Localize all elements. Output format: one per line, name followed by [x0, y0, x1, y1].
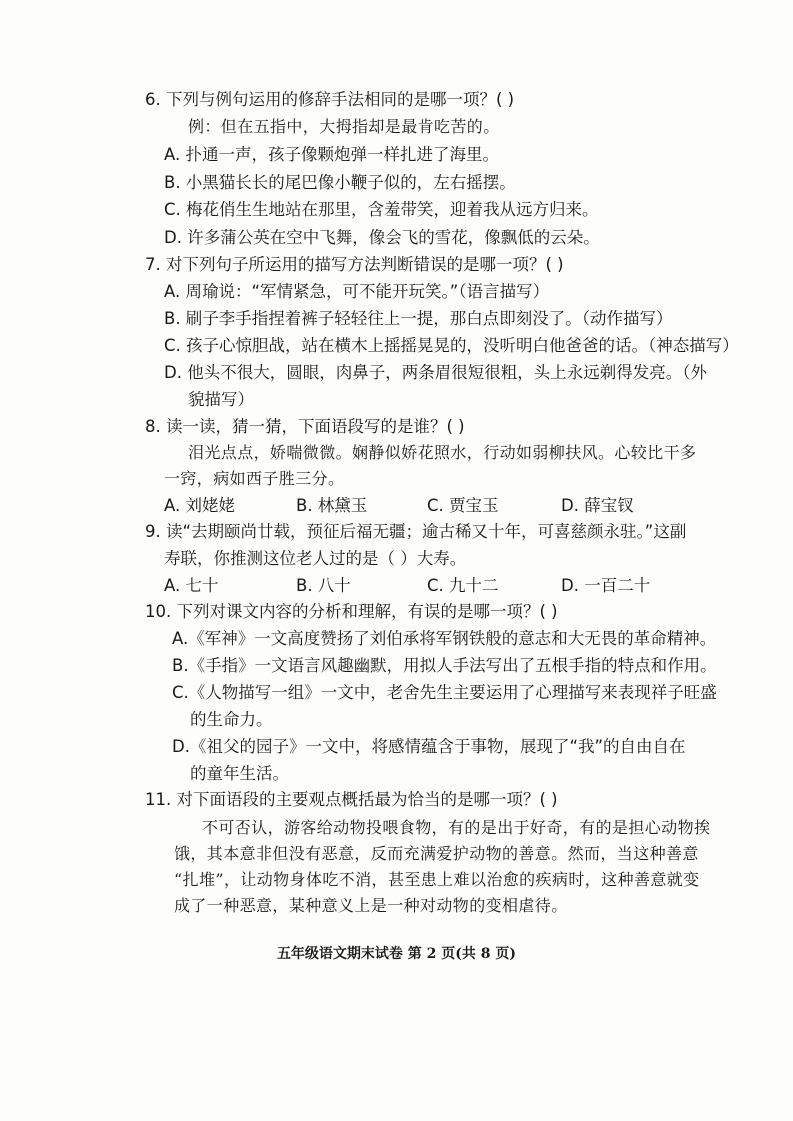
q10-option-d-cont: 的童年生活。: [190, 764, 289, 783]
q6-stem: 6. 下列与例句运用的修辞手法相同的是哪一项？( ): [145, 90, 515, 109]
q9-stem-cont: 寿联，你推测这位老人过的是（ ）大寿。: [164, 549, 467, 568]
q11-passage-line-4: 成了一种恶意，某种意义上是一种对动物的变相虐待。: [174, 896, 568, 915]
q7-option-d: D. 他头不很大，圆眼，肉鼻子，两条眉很短很粗，头上永远剃得发亮。（外: [164, 363, 707, 382]
q6-option-d: D. 许多蒲公英在空中飞舞，像会飞的雪花，像飘低的云朵。: [164, 228, 600, 247]
q6-option-c: C. 梅花俏生生地站在那里，含羞带笑，迎着我从远方归来。: [164, 200, 599, 219]
q8-passage-line-2: 一窍，病如西子胜三分。: [164, 469, 345, 488]
q9-option-a: A. 七十: [164, 576, 219, 595]
q9-stem: 9. 读“去期颐尚廿载，预征后福无疆；逾古稀又十年，可喜慈颜永驻。”这副: [145, 522, 687, 541]
q10-option-d: D.《祖父的园子》一文中，将感情蕴含于事物，展现了“我”的自由自在: [172, 737, 686, 756]
page-footer: 五年级语文期末试卷 第 2 页(共 8 页): [276, 946, 517, 962]
q9-option-d: D. 一百二十: [561, 576, 651, 595]
q8-passage-line-1: 泪光点点，娇喘微微。娴静似娇花照水，行动如弱柳扶风。心较比干多: [188, 443, 697, 462]
q8-option-b: B. 林黛玉: [296, 496, 368, 515]
q11-passage-line-1: 不可否认，游客给动物投喂食物，有的是出于好奇，有的是担心动物挨: [202, 818, 711, 837]
q7-option-a: A. 周瑜说：“军情紧急，可不能开玩笑。”（语言描写）: [164, 282, 550, 301]
q8-option-c: C. 贾宝玉: [427, 496, 499, 515]
q10-option-b: B.《手指》一文语言风趣幽默，用拟人手法写出了五根手指的特点和作用。: [172, 656, 717, 675]
q11-stem: 11. 对下面语段的主要观点概括最为恰当的是哪一项？( ): [145, 790, 558, 809]
q10-stem: 10. 下列对课文内容的分析和理解，有误的是哪一项？( ): [145, 602, 558, 621]
q10-option-c: C.《人物描写一组》一文中，老舍先生主要运用了心理描写来表现祥子旺盛: [172, 683, 717, 702]
q7-stem: 7. 对下列句子所运用的描写方法判断错误的是哪一项？( ): [145, 255, 564, 274]
q7-option-b: B. 刷子李手指捏着裤子轻轻往上一提，那白点即刻没了。（动作描写）: [164, 309, 673, 328]
q9-option-c: C. 九十二: [427, 576, 499, 595]
q6-option-b: B. 小黑猫长长的尾巴像小鞭子似的，左右摇摆。: [164, 173, 516, 192]
q11-passage-line-3: “扎堆”，让动物身体吃不消，甚至患上难以治愈的疾病时，这种善意就变: [174, 870, 700, 889]
q8-stem: 8. 读一读，猜一猜，下面语段写的是谁？( ): [145, 417, 465, 436]
q10-option-a: A.《军神》一文高度赞扬了刘伯承将军钢铁般的意志和大无畏的革命精神。: [172, 629, 717, 648]
q7-option-c: C. 孩子心惊胆战，站在横木上摇摇晃晃的，没听明白他爸爸的话。（神态描写）: [164, 336, 739, 355]
q9-option-b: B. 八十: [296, 576, 351, 595]
q8-option-d: D. 薛宝钗: [561, 496, 634, 515]
q6-example: 例：但在五指中，大拇指却是最肯吃苦的。: [188, 117, 500, 136]
q8-option-a: A. 刘姥姥: [164, 496, 235, 515]
q10-option-c-cont: 的生命力。: [190, 710, 273, 729]
q11-passage-line-2: 饿，其本意非但没有恶意，反而充满爱护动物的善意。然而，当这种善意: [174, 844, 699, 863]
q6-option-a: A. 扑通一声，孩子像颗炮弹一样扎进了海里。: [164, 145, 499, 164]
q7-option-d-cont: 貌描写）: [188, 390, 254, 409]
